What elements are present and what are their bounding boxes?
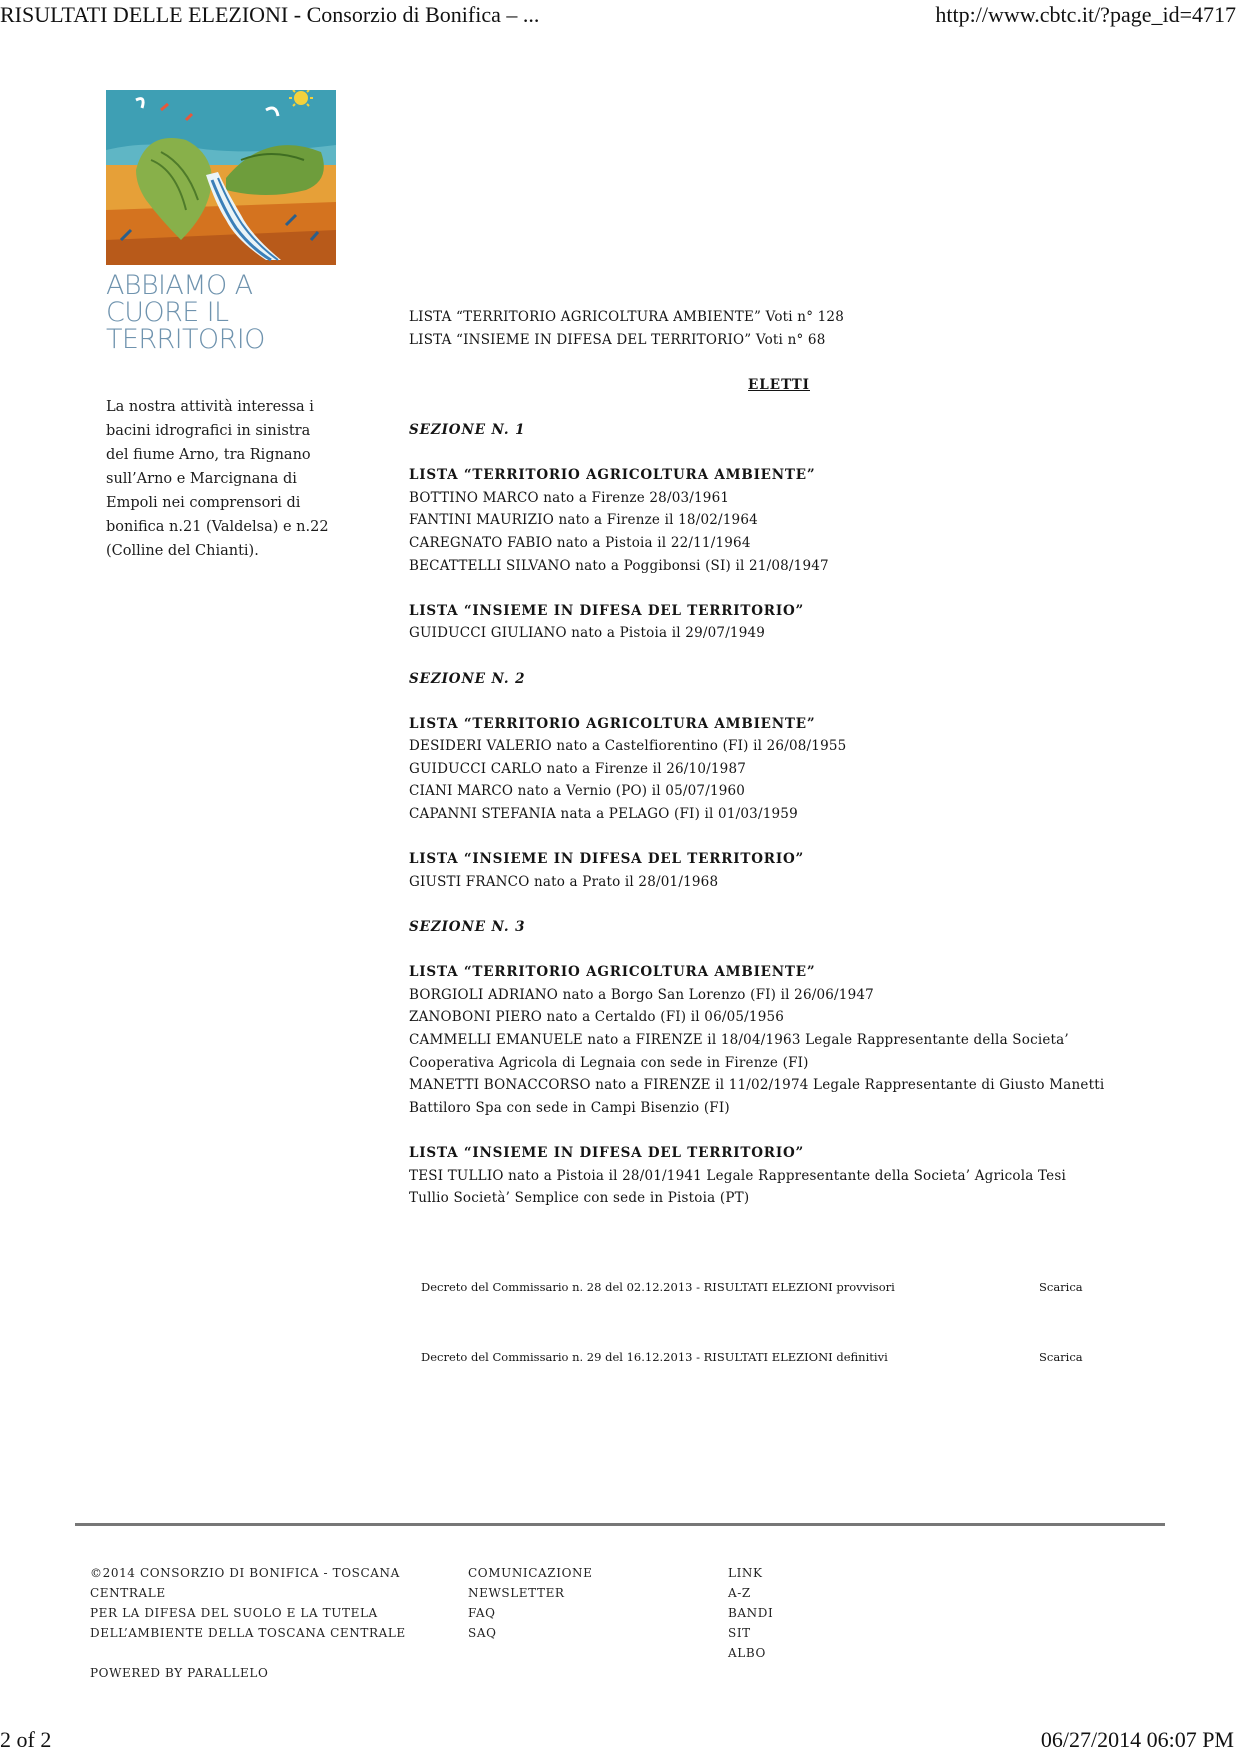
footer-divider <box>75 1523 1165 1526</box>
copyright-line: DELL’AMBIENTE DELLA TOSCANA CENTRALE <box>90 1626 406 1640</box>
candidate-line: GUIDUCCI GIULIANO nato a Pistoia il 29/07/1949 <box>409 625 766 642</box>
candidate-line: FANTINI MAURIZIO nato a Firenze il 18/02/1964 <box>409 512 758 529</box>
footer-copyright <box>90 1563 406 1683</box>
document-title: Decreto del Commissario n. 29 del 16.12.2013 - RISULTATI ELEZIONI definitivi <box>421 1350 888 1364</box>
footer-links-column-1 <box>468 1563 592 1643</box>
footer-link-link[interactable]: LINK <box>728 1566 763 1580</box>
copyright-line: PER LA DIFESA DEL SUOLO E LA TUTELA <box>90 1606 378 1620</box>
candidate-line: BORGIOLI ADRIANO nato a Borgo San Lorenzo (FI) il 26/06/1947 <box>409 986 874 1003</box>
candidate-line: CAREGNATO FABIO nato a Pistoia il 22/11/1964 <box>409 534 751 551</box>
list-title: LISTA “INSIEME IN DIFESA DEL TERRITORIO” <box>409 851 805 868</box>
candidate-line: Cooperativa Agricola di Legnaia con sede in Firenze (FI) <box>409 1054 809 1071</box>
votes-line: LISTA “INSIEME IN DIFESA DEL TERRITORIO” Voti n° 68 <box>409 331 826 348</box>
candidate-line: GIUSTI FRANCO nato a Prato il 28/01/1968 <box>409 873 719 890</box>
election-results-content <box>409 306 1109 1210</box>
download-link[interactable]: Scarica <box>1039 1350 1083 1364</box>
list-title: LISTA “INSIEME IN DIFESA DEL TERRITORIO” <box>409 602 805 619</box>
print-datetime: 06/27/2014 06:07 PM <box>1040 1727 1234 1752</box>
eletti-heading: ELETTI <box>748 376 810 393</box>
copyright-line: ©2014 CONSORZIO DI BONIFICA - TOSCANA <box>90 1566 400 1580</box>
footer-link-albo[interactable]: ALBO <box>728 1646 766 1660</box>
tagline-line-3: TERRITORIO <box>106 324 265 355</box>
print-page-url: http://www.cbtc.it/?page_id=4717 <box>935 2 1236 27</box>
candidate-line: CIANI MARCO nato a Vernio (PO) il 05/07/1960 <box>409 783 746 800</box>
tagline-line-1: ABBIAMO A <box>106 270 253 301</box>
footer-link-saq[interactable]: SAQ <box>468 1626 497 1640</box>
footer-link-faq[interactable]: FAQ <box>468 1606 496 1620</box>
site-tagline <box>106 272 265 353</box>
candidate-line: MANETTI BONACCORSO nato a FIRENZE il 11/02/1974 Legale Rappresentante di Giusto Manetti <box>409 1077 1105 1094</box>
candidate-line: Battiloro Spa con sede in Campi Bisenzio (FI) <box>409 1099 730 1116</box>
candidate-line: ZANOBONI PIERO nato a Certaldo (FI) il 06/05/1956 <box>409 1009 785 1026</box>
download-link[interactable]: Scarica <box>1039 1280 1083 1294</box>
footer-link-newsletter[interactable]: NEWSLETTER <box>468 1586 565 1600</box>
sidebar-intro-text: La nostra attività interessa i bacini idrografici in sinistra del fiume Arno, tra Rignano sull’Arno e Marcignana di Empoli nei comprensori di bonifica n.21 (Valdelsa) e n.22 (Colline del Chianti). <box>106 399 329 559</box>
print-page-title: RISULTATI DELLE ELEZIONI - Consorzio di Bonifica – ... <box>0 2 540 27</box>
consortium-logo-illustration <box>106 90 336 265</box>
candidate-line: GUIDUCCI CARLO nato a Firenze il 26/10/1987 <box>409 760 747 777</box>
section-title: SEZIONE N. 2 <box>409 670 526 687</box>
footer-link-a-z[interactable]: A-Z <box>728 1586 751 1600</box>
section-title: SEZIONE N. 1 <box>409 421 526 438</box>
section-title: SEZIONE N. 3 <box>409 919 526 936</box>
list-title: LISTA “TERRITORIO AGRICOLTURA AMBIENTE” <box>409 964 816 981</box>
list-title: LISTA “TERRITORIO AGRICOLTURA AMBIENTE” <box>409 467 816 484</box>
footer-link-comunicazione[interactable]: COMUNICAZIONE <box>468 1566 593 1580</box>
tagline-line-2: CUORE IL <box>106 297 229 328</box>
print-page-number: 2 of 2 <box>0 1727 52 1752</box>
footer-link-sit[interactable]: SIT <box>728 1626 751 1640</box>
list-title: LISTA “TERRITORIO AGRICOLTURA AMBIENTE” <box>409 715 816 732</box>
candidate-line: Tullio Società’ Semplice con sede in Pistoia (PT) <box>409 1190 750 1207</box>
powered-by: POWERED BY PARALLELO <box>90 1666 269 1680</box>
candidate-line: BOTTINO MARCO nato a Firenze 28/03/1961 <box>409 489 730 506</box>
copyright-line: CENTRALE <box>90 1586 166 1600</box>
list-title: LISTA “INSIEME IN DIFESA DEL TERRITORIO” <box>409 1144 805 1161</box>
votes-line: LISTA “TERRITORIO AGRICOLTURA AMBIENTE” Voti n° 128 <box>409 309 845 325</box>
candidate-line: CAPANNI STEFANIA nata a PELAGO (FI) il 01/03/1959 <box>409 806 798 823</box>
footer-links-column-2 <box>728 1563 773 1663</box>
candidate-line: TESI TULLIO nato a Pistoia il 28/01/1941 Legale Rappresentante della Societa’ Agricola Tesi <box>409 1167 1067 1184</box>
footer-link-bandi[interactable]: BANDI <box>728 1606 774 1620</box>
candidate-line: BECATTELLI SILVANO nato a Poggibonsi (SI) il 21/08/1947 <box>409 557 829 574</box>
candidate-line: DESIDERI VALERIO nato a Castelfiorentino (FI) il 26/08/1955 <box>409 738 847 755</box>
document-title: Decreto del Commissario n. 28 del 02.12.2013 - RISULTATI ELEZIONI provvisori <box>421 1280 895 1294</box>
candidate-line: CAMMELLI EMANUELE nato a FIRENZE il 18/04/1963 Legale Rappresentante della Societa’ <box>409 1032 1069 1048</box>
